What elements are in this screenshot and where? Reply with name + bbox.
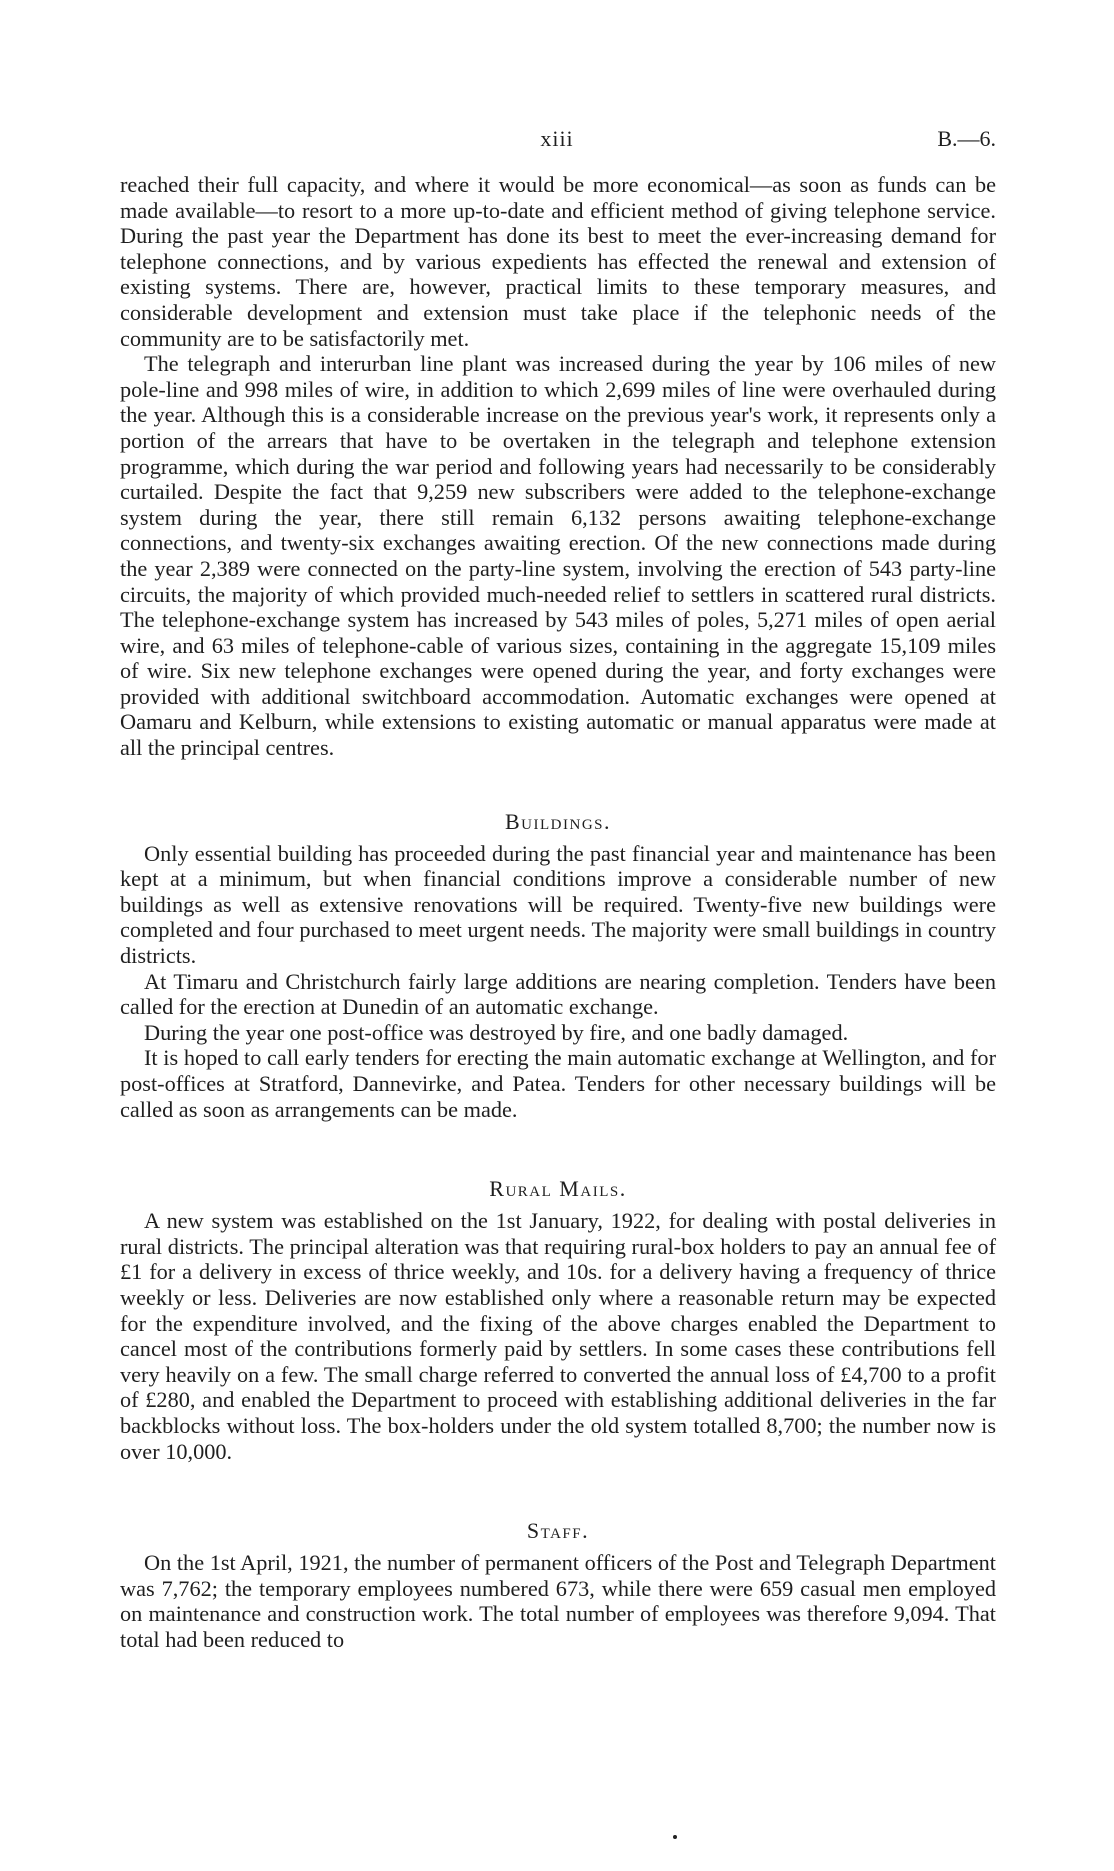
paragraph-telegraph-plant: The telegraph and interurban line plant was increased during the year by 106 miles of new pole-line and 998 miles of wire, in addition to which 2,699 miles of line were overhauled during the year. Although this is a considerable increase on the previous year's work, it represents only a portion of the arrears that have to be overtaken in the telegraph and telephone extension programme, which during the war period and following years had necessarily to be considerably curtailed. Despite the fact that 9,259 new subscribers were added to the telephone-exchange system during the year, there still remain 6,132 persons awaiting telephone-exchange connections, and twenty-six exchanges awaiting erection. Of the new connections made during the year 2,389 were connected on the party-line system, involving the erection of 543 party-line circuits, the majority of which provided much-needed relief to settlers in scattered rural districts. The telephone-exchange system has increased by 543 miles of poles, 5,271 miles of open aerial wire, and 63 miles of telephone-cable of various sizes, containing in the aggregate 15,109 miles of wire. Six new telephone exchanges were opened during the year, and forty exchanges were provided with additional switchboard accommodation. Automatic exchanges were opened at Oamaru and Kelburn, while extensions to existing automatic or manual apparatus were made at all the principal centres. bbox=[120, 351, 996, 761]
paragraph-buildings-4: It is hoped to call early tenders for erecting the main automatic exchange at Wellington, and for post-offices at Stratford, Dannevirke, and Patea. Tenders for other necessary buildings will be called as soon as arrangements can be made. bbox=[120, 1045, 996, 1122]
scan-speck bbox=[673, 1835, 677, 1839]
section-heading-buildings: Buildings. bbox=[505, 808, 611, 834]
body-text bbox=[120, 172, 996, 1653]
page-header bbox=[0, 126, 1114, 156]
paragraph-staff: On the 1st April, 1921, the number of permanent officers of the Post and Telegraph Department was 7,762; the temporary employees numbered 673, while there were 659 casual men employed on maintenance and construction work. The total number of employees was therefore 9,094. That total had been reduced to bbox=[120, 1550, 996, 1652]
paragraph-buildings-2: At Timaru and Christchurch fairly large additions are nearing completion. Tenders have been called for the erection at Dunedin of an automatic exchange. bbox=[120, 968, 996, 1020]
section-heading-staff: Staff. bbox=[526, 1518, 590, 1544]
section-heading-rural-mails: Rural Mails. bbox=[489, 1176, 627, 1202]
paragraph-buildings-3: During the year one post-office was destroyed by fire, and one badly damaged. bbox=[144, 1019, 849, 1045]
document-reference: B.—6. bbox=[937, 126, 996, 151]
paragraph-buildings-1: Only essential building has proceeded during the past financial year and maintenance has been kept at a minimum, but when financial conditions improve a considerable number of new buildings as well as extensive renovations will be required. Twenty-five new buildings were completed and four purchased to meet urgent needs. The majority were small buildings in country districts. bbox=[120, 840, 996, 969]
paragraph-rural-mails: A new system was established on the 1st January, 1922, for dealing with postal deliveries in rural districts. The principal alteration was that requiring rural-box holders to pay an annual fee of £1 for a delivery in excess of thrice weekly, and 10s. for a delivery having a frequency of thrice weekly or less. Deliveries are now established only where a reasonable return may be expected for the expenditure involved, and the fixing of the above charges enabled the Department to cancel most of the contributions formerly paid by settlers. In some cases these contributions fell very heavily on a few. The small charge referred to converted the annual loss of £4,700 to a profit of £280, and enabled the Department to proceed with establishing additional deliveries in the far backblocks without loss. The box-holders under the old system totalled 8,700; the number now is over 10,000. bbox=[120, 1208, 996, 1464]
paragraph-continued: reached their full capacity, and where it would be more economical—as soon as funds can be made available—to resort to a more up-to-date and efficient method of giving telephone service. During the past year the Department has done its best to meet the ever-increasing demand for telephone connections, and by various expedients has effected the renewal and extension of existing systems. There are, however, practical limits to these temporary measures, and considerable development and extension must take place if the telephonic needs of the community are to be satisfactorily met. bbox=[120, 172, 996, 351]
page-number: xiii bbox=[540, 126, 574, 151]
